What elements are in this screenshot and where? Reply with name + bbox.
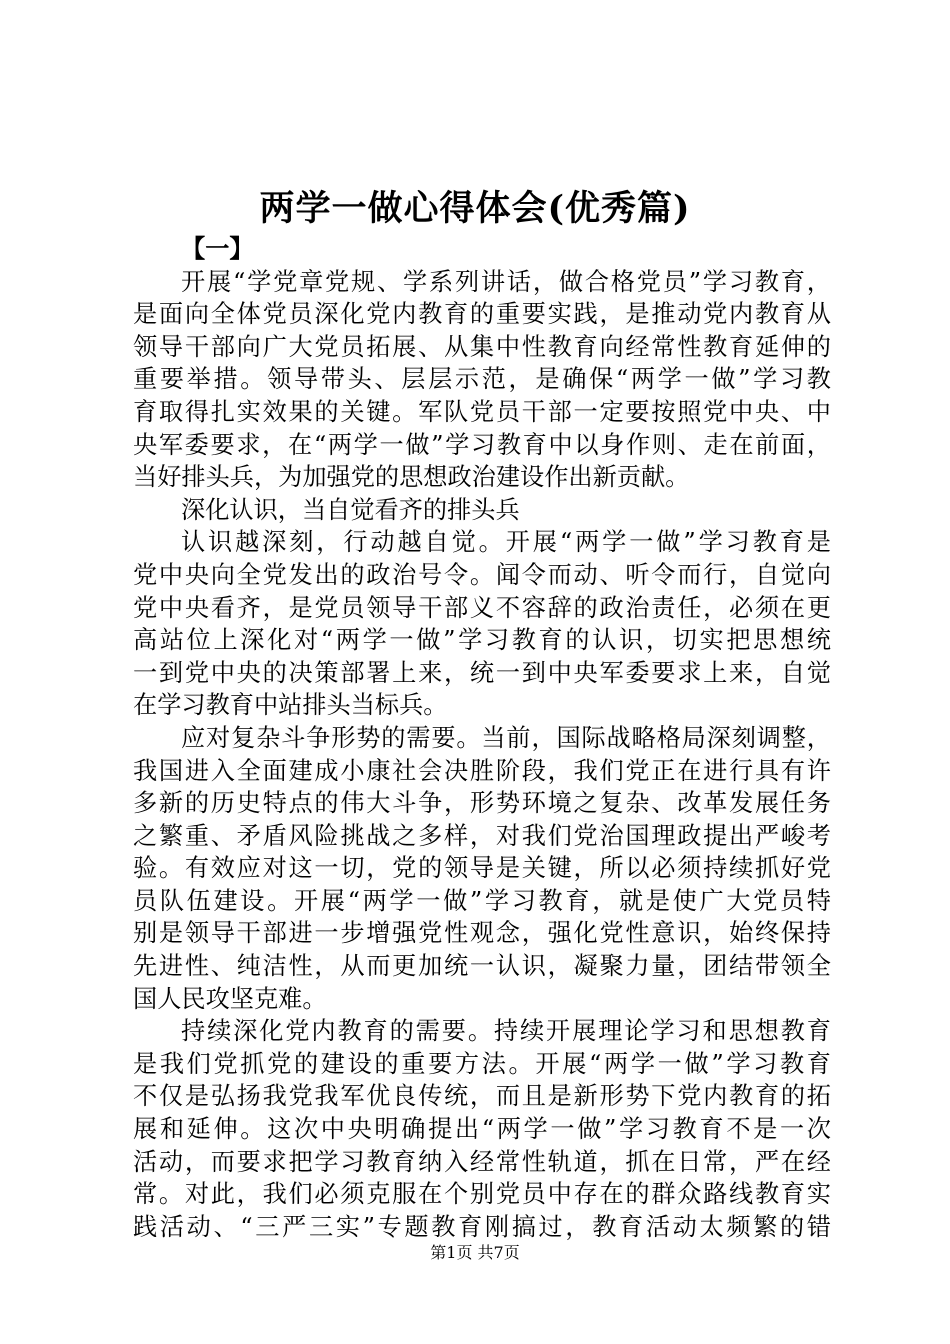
section-heading: 深化认识，当自觉看齐的排头兵 [181,495,520,524]
paragraph-line: 国人民攻坚克难。 [133,984,327,1013]
paragraph-line: 员队伍建设。开展“两学一做”学习教育，就是使广大党员特 [133,886,831,915]
paragraph-line: 开展“学党章党规、学系列讲话，做合格党员”学习教育， [181,267,831,296]
paragraph-line: 应对复杂斗争形势的需要。当前，国际战略格局深刻调整， [181,723,831,752]
paragraph-line: 领导干部向广大党员拓展、从集中性教育向经常性教育延伸的 [133,332,831,361]
paragraph-line: 是面向全体党员深化党内教育的重要实践，是推动党内教育从 [133,300,831,329]
paragraph-line: 育取得扎实效果的关键。军队党员干部一定要按照党中央、中 [133,397,831,426]
paragraph-line: 展和延伸。这次中央明确提出“两学一做”学习教育不是一次 [133,1115,831,1144]
paragraph-line: 一到党中央的决策部署上来，统一到中央军委要求上来，自觉 [133,658,831,687]
paragraph-line: 党中央看齐，是党员领导干部义不容辞的政治责任，必须在更 [133,593,831,622]
page-footer: 第1页 共7页 [430,1243,520,1262]
document-body [133,233,831,1243]
paragraph-line: 常。对此，我们必须克服在个别党员中存在的群众路线教育实 [133,1180,831,1209]
paragraph-line: 当好排头兵，为加强党的思想政治建设作出新贡献。 [133,463,690,492]
paragraph-line: 央军委要求，在“两学一做”学习教育中以身作则、走在前面， [133,430,831,459]
paragraph-line: 多新的历史特点的伟大斗争，形势环境之复杂、改革发展任务 [133,789,831,818]
paragraph-line: 践活动、“三严三实”专题教育刚搞过，教育活动太频繁的错 [133,1212,831,1241]
section-marker: 【一】 [181,234,254,263]
paragraph-line: 我国进入全面建成小康社会决胜阶段，我们党正在进行具有许 [133,756,831,785]
paragraph-line: 别是领导干部进一步增强党性观念，强化党性意识，始终保持 [133,919,831,948]
paragraph-line: 在学习教育中站排头当标兵。 [133,691,448,720]
paragraph-line: 之繁重、矛盾风险挑战之多样，对我们党治国理政提出严峻考 [133,821,831,850]
paragraph-line: 党中央向全党发出的政治号令。闻令而动、听令而行，自觉向 [133,560,831,589]
document-title: 两学一做心得体会(优秀篇) [259,188,691,229]
paragraph-line: 先进性、纯洁性，从而更加统一认识，凝聚力量，团结带领全 [133,952,831,981]
paragraph-line: 持续深化党内教育的需要。持续开展理论学习和思想教育 [181,1017,831,1046]
paragraph-line: 活动，而要求把学习教育纳入经常性轨道，抓在日常，严在经 [133,1147,831,1176]
paragraph-line: 重要举措。领导带头、层层示范，是确保“两学一做”学习教 [133,365,831,394]
paragraph-line: 验。有效应对这一切，党的领导是关键，所以必须持续抓好党 [133,854,831,883]
paragraph-line: 是我们党抓党的建设的重要方法。开展“两学一做”学习教育 [133,1049,831,1078]
paragraph-line: 不仅是弘扬我党我军优良传统，而且是新形势下党内教育的拓 [133,1082,831,1111]
paragraph-line: 认识越深刻，行动越自觉。开展“两学一做”学习教育是 [181,528,831,557]
paragraph-line: 高站位上深化对“两学一做”学习教育的认识，切实把思想统 [133,626,831,655]
